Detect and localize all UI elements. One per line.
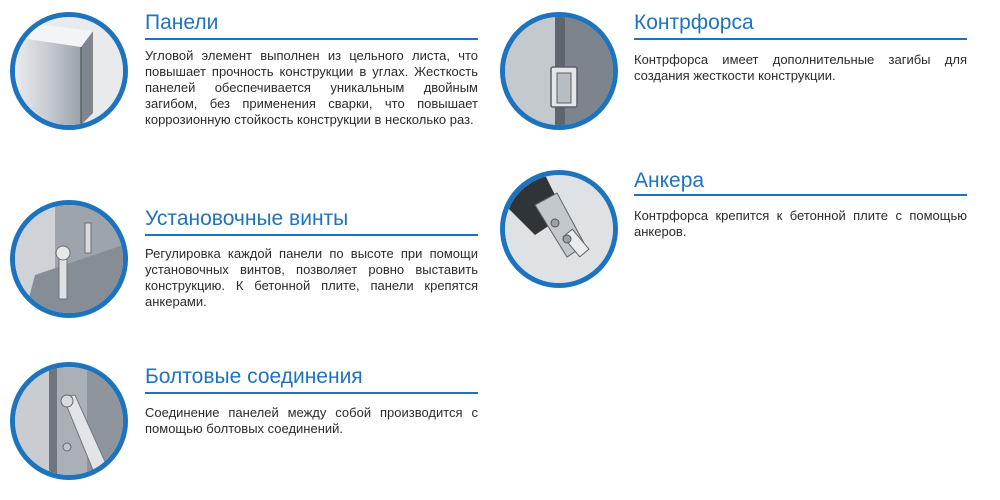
feature-description: Контрфорса имеет дополнительные загибы для создания жесткости конструкции. [634, 52, 967, 83]
feature-title: Панели [145, 11, 219, 34]
anchor-photo [500, 170, 618, 288]
feature-title: Анкера [634, 169, 705, 192]
feature-description: Угловой элемент выполнен из цельного листа, что повышает прочность конструкции в углах. Жесткость панелей обеспечивается уникальным двойным загибом, без применения сварки, что повышает коррозионную стойкость конструкции в несколько раз. [145, 48, 478, 127]
title-divider [634, 194, 967, 196]
buttress-photo [500, 12, 618, 130]
title-divider [145, 392, 478, 394]
title-divider [145, 38, 478, 40]
feature-description: Соединение панелей между собой производится с помощью болтовых соединений. [145, 405, 478, 436]
title-divider [145, 234, 478, 236]
title-divider [634, 38, 967, 40]
feature-title: Болтовые соединения [145, 365, 363, 388]
bolt-joint-photo [10, 362, 128, 480]
feature-description: Контрфорса крепится к бетонной плите с помощью анкеров. [634, 208, 967, 239]
feature-title: Установочные винты [145, 207, 349, 230]
adjustment-screw-photo [10, 200, 128, 318]
feature-title: Контрфорса [634, 11, 754, 34]
corner-panel-photo [10, 12, 128, 130]
feature-description: Регулировка каждой панели по высоте при помощи установочных винтов, позволяет ровно выставить конструкцию. К бетонной плите, панели крепятся анкерами. [145, 246, 478, 309]
